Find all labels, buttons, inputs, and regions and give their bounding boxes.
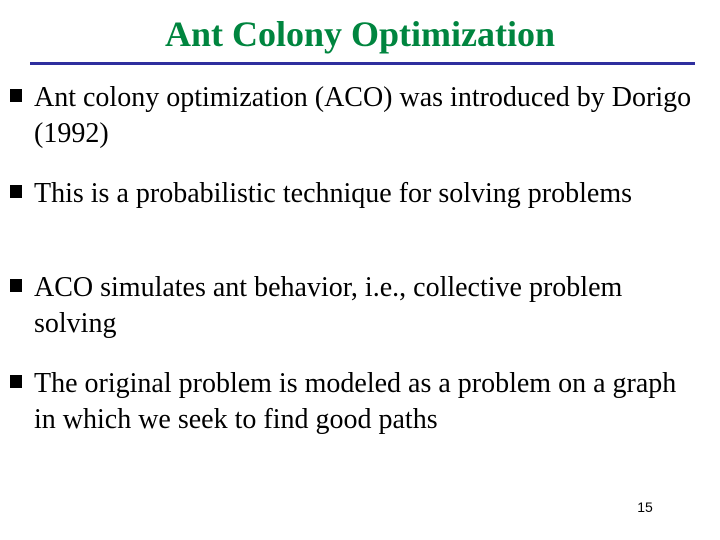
bullet-text: ACO simulates ant behavior, i.e., collective problem solving — [34, 272, 623, 339]
square-bullet-icon — [10, 89, 22, 102]
bullet-text: This is a probabilistic technique for solving problems — [34, 178, 633, 209]
square-bullet-icon — [10, 279, 22, 292]
page-number: 15 — [637, 499, 653, 515]
bullet-text: Ant colony optimization (ACO) was introduced by Dorigo (1992) — [34, 82, 692, 149]
square-bullet-icon — [10, 185, 22, 198]
square-bullet-icon — [10, 375, 22, 388]
slide-title: Ant Colony Optimization — [164, 14, 556, 54]
bullet-text: The original problem is modeled as a problem on a graph in which we seek to find good paths — [34, 368, 677, 435]
